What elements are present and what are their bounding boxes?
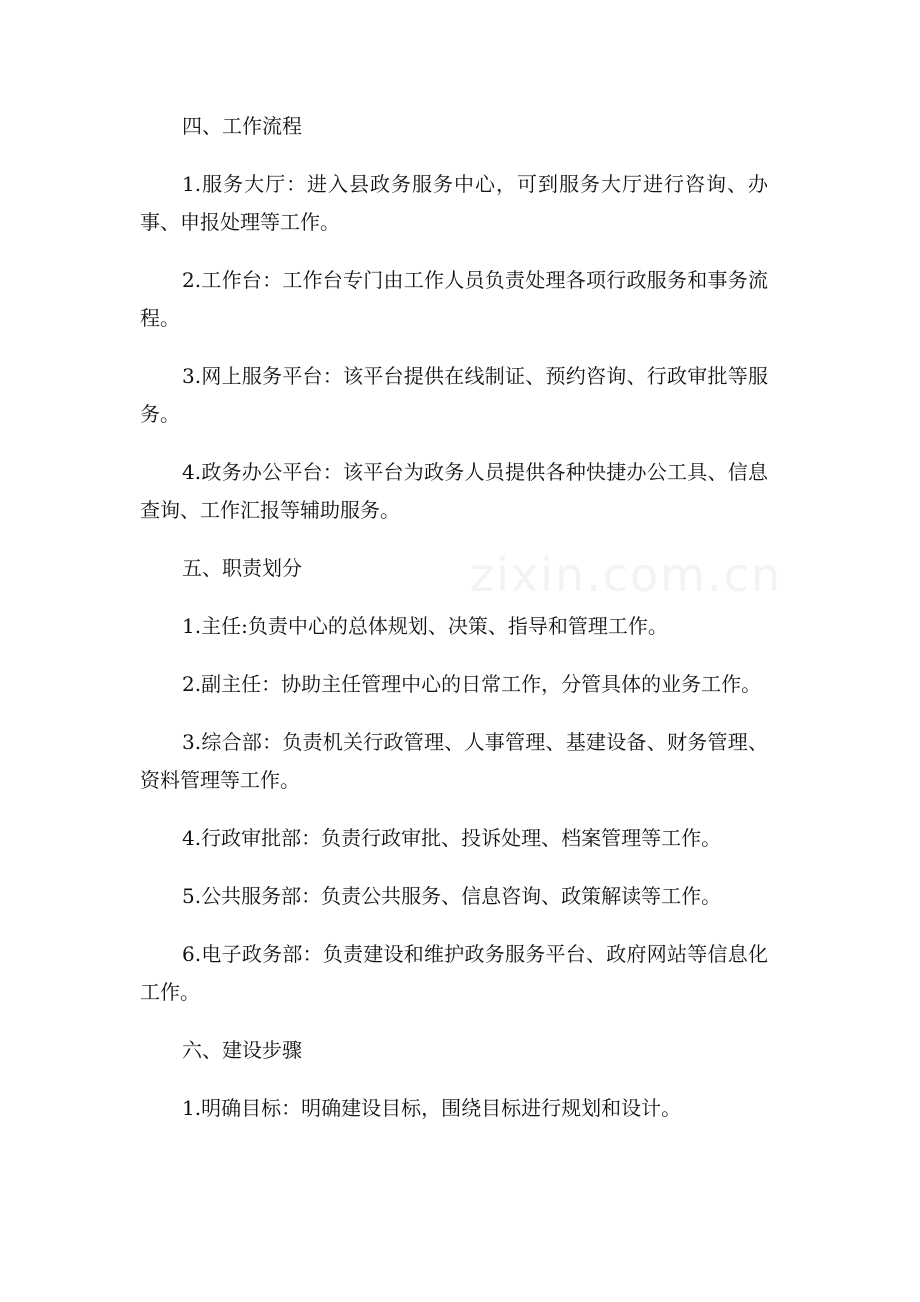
workflow-item-4: 4.政务办公平台：该平台为政务人员提供各种快捷办公工具、信息查询、工作汇报等辅助服务。: [140, 460, 768, 522]
workflow-item-2: 2.工作台：工作台专门由工作人员负责处理各项行政服务和事务流程。: [140, 268, 768, 330]
document-body: [140, 107, 768, 1147]
duties-item-6: 6.电子政务部：负责建设和维护政务服务平台、政府网站等信息化工作。: [140, 942, 768, 1004]
steps-item-1: 1.明确目标：明确建设目标，围绕目标进行规划和设计。: [182, 1096, 682, 1120]
section-heading-workflow: 四、工作流程: [182, 114, 302, 138]
watermark: zixin.com.cn: [470, 548, 783, 602]
duties-item-1: 1.主任:负责中心的总体规划、决策、指导和管理工作。: [182, 614, 668, 638]
workflow-item-1: 1.服务大厅：进入县政务服务中心，可到服务大厅进行咨询、办事、申报处理等工作。: [140, 172, 768, 234]
section-heading-steps: 六、建设步骤: [182, 1038, 302, 1062]
workflow-item-3: 3.网上服务平台：该平台提供在线制证、预约咨询、行政审批等服务。: [140, 364, 768, 426]
duties-item-4: 4.行政审批部：负责行政审批、投诉处理、档案管理等工作。: [182, 826, 722, 850]
duties-item-3: 3.综合部：负责机关行政管理、人事管理、基建设备、财务管理、资料管理等工作。: [140, 730, 768, 792]
duties-item-2: 2.副主任：协助主任管理中心的日常工作，分管具体的业务工作。: [182, 672, 762, 696]
section-heading-duties: 五、职责划分: [182, 556, 302, 580]
duties-item-5: 5.公共服务部：负责公共服务、信息咨询、政策解读等工作。: [182, 884, 722, 908]
